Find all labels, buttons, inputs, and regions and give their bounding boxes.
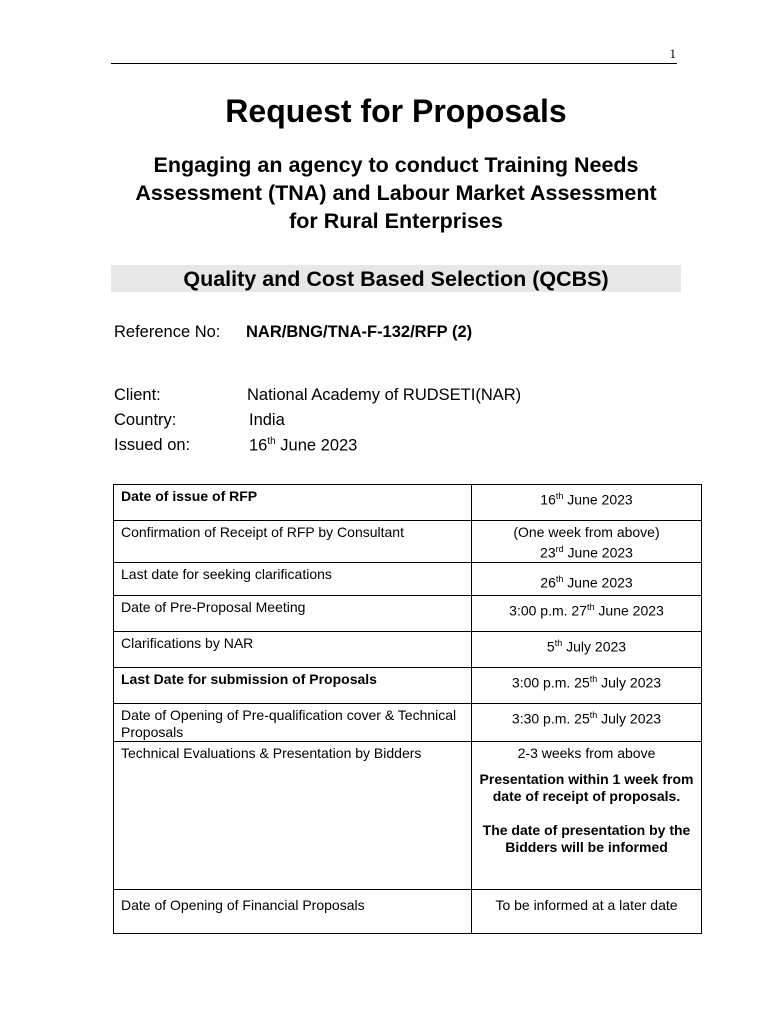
client-value: National Academy of RUDSETI(NAR): [247, 386, 522, 404]
table-row: [114, 562, 702, 595]
client-label: Client:: [114, 386, 161, 404]
presentation-note: Presentation within 1 week from date of receipt of proposals.: [479, 770, 694, 804]
date-cell: 16th June 2023: [472, 485, 702, 521]
table-row: [114, 595, 702, 631]
event-cell: Last date for seeking clarifications: [114, 562, 472, 595]
subtitle-line: for Rural Enterprises: [289, 209, 503, 233]
reference-value: NAR/BNG/TNA-F-132/RFP (2): [246, 323, 473, 341]
date-cell: 3:00 p.m. 27th June 2023: [472, 595, 702, 631]
event-cell: Technical Evaluations & Presentation by Bidders: [114, 741, 472, 889]
subtitle-line: Assessment (TNA) and Labour Market Assessment: [135, 181, 657, 205]
event-cell: Date of Opening of Financial Proposals: [114, 889, 472, 933]
document-title: Request for Proposals: [225, 93, 567, 129]
event-cell: Date of Pre-Proposal Meeting: [114, 595, 472, 631]
subtitle-line: Engaging an agency to conduct Training Needs: [153, 153, 639, 177]
date-cell: 2-3 weeks from above Presentation within 1 week from date of receipt of proposals. The date of presentation by the Bidders will be informed: [472, 741, 702, 889]
event-cell: Last Date for submission of Proposals: [114, 667, 472, 703]
table-row: [114, 741, 702, 889]
page-number: 1: [669, 46, 676, 61]
date-cell: 3:00 p.m. 25th July 2023: [472, 667, 702, 703]
issued-on-value: 16th June 2023: [249, 436, 358, 455]
issued-on-label: Issued on:: [114, 436, 191, 454]
event-cell: Confirmation of Receipt of RFP by Consultant: [114, 521, 472, 563]
event-cell: Date of Opening of Pre-qualification cover & Technical Proposals: [114, 703, 472, 741]
date-cell: 5th July 2023: [472, 631, 702, 667]
event-cell: Clarifications by NAR: [114, 631, 472, 667]
event-cell: Date of issue of RFP: [114, 485, 472, 521]
selection-method-banner: Quality and Cost Based Selection (QCBS): [111, 265, 681, 292]
table-row: [114, 631, 702, 667]
table-row: [114, 667, 702, 703]
table-row: [114, 703, 702, 741]
document-subtitle: [100, 151, 692, 235]
table-row: [114, 889, 702, 933]
schedule-table: [113, 484, 702, 934]
presentation-date-note: The date of presentation by the Bidders will be informed: [482, 821, 691, 855]
date-cell: 26th June 2023: [472, 562, 702, 595]
table-row: [114, 485, 702, 521]
header-rule: [111, 63, 677, 64]
table-row: [114, 521, 702, 563]
reference-label: Reference No:: [114, 323, 221, 341]
date-cell: 3:30 p.m. 25th July 2023: [472, 703, 702, 741]
date-cell: To be informed at a later date: [472, 889, 702, 933]
date-cell: (One week from above) 23rd June 2023: [472, 521, 702, 563]
country-label: Country:: [114, 411, 177, 429]
country-value: India: [249, 411, 285, 429]
